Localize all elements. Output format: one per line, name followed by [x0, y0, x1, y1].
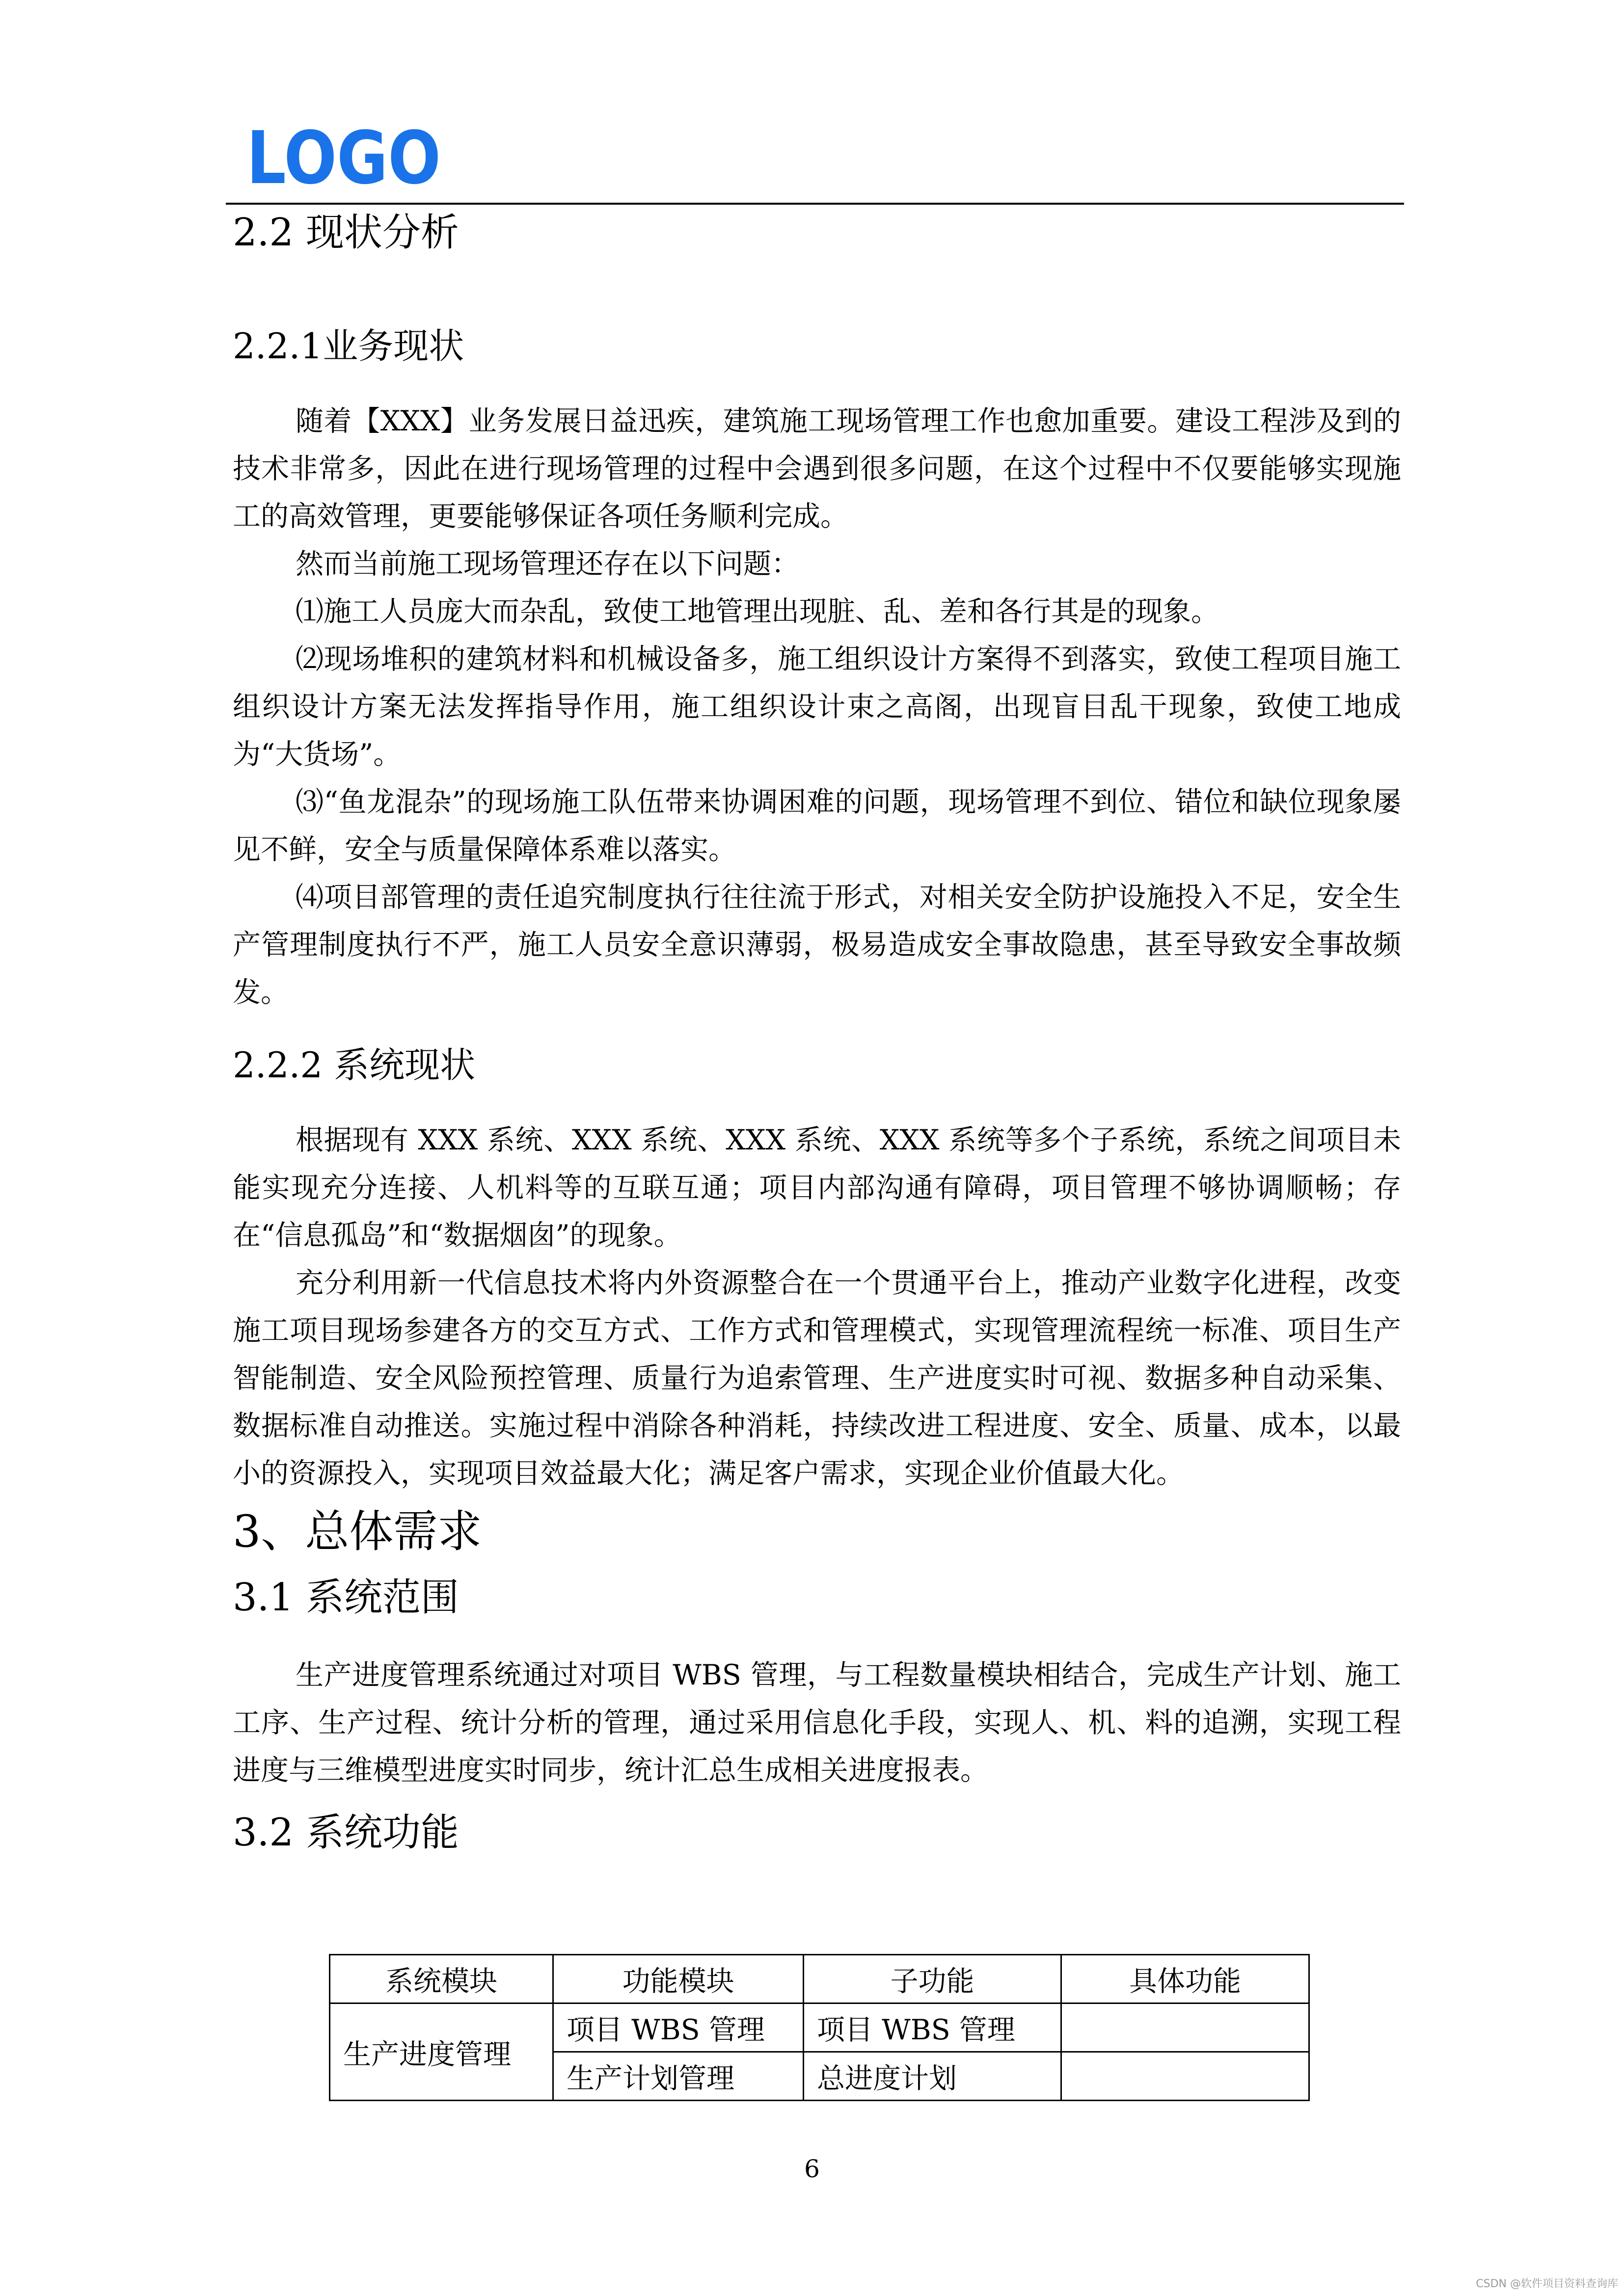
paragraph: 然而当前施工现场管理还存在以下问题： [296, 547, 799, 580]
logo-text: LOGO [246, 116, 441, 200]
table-header-row [330, 1955, 1309, 2003]
watermark: CSDN @软件项目资料查询库 [1476, 2278, 1618, 2290]
table-cell: 生产计划管理 [553, 2052, 804, 2101]
table-cell: 项目 WBS 管理 [804, 2003, 1061, 2052]
list-item: ⑵现场堆积的建筑材料和机械设备多，施工组织设计方案得不到落实，致使工程项目施工组织设计方案无法发挥指导作用，施工组织设计束之高阁，出现盲目乱干现象，致使工地成为“大货场”。 [233, 642, 1401, 771]
list-item: ⑴施工人员庞大而杂乱，致使工地管理出现脏、乱、差和各行其是的现象。 [296, 595, 1219, 628]
table-cell [1061, 2052, 1309, 2101]
list-item: ⑷项目部管理的责任追究制度执行往往流于形式，对相关安全防护设施投入不足，安全生产管理制度执行不严，施工人员安全意识薄弱，极易造成安全事故隐患，甚至导致安全事故频发。 [233, 881, 1401, 1009]
logo-graphic [246, 116, 443, 200]
logo [246, 116, 443, 200]
page-number: 6 [804, 2155, 820, 2183]
table-cell: 项目 WBS 管理 [553, 2003, 804, 2052]
section-heading-3: 3、总体需求 [233, 1506, 482, 1558]
section-heading-2-2-1: 2.2.1业务现状 [233, 325, 464, 367]
table-header-cell: 系统模块 [330, 1955, 553, 2003]
header-rule [226, 203, 1404, 205]
paragraph: 随着【XXX】业务发展日益迅疾，建筑施工现场管理工作也愈加重要。建设工程涉及到的技术非常多，因此在进行现场管理的过程中会遇到很多问题，在这个过程中不仅要能够实现施工的高效管理，更要能够保证各项任务顺利完成。 [233, 404, 1401, 533]
function-table [329, 1954, 1310, 2101]
table-header-cell: 具体功能 [1061, 1955, 1309, 2003]
table-cell: 总进度计划 [804, 2052, 1061, 2101]
table-header-cell: 功能模块 [553, 1955, 804, 2003]
section-heading-3-2: 3.2 系统功能 [233, 1810, 459, 1855]
paragraph: 生产进度管理系统通过对项目 WBS 管理，与工程数量模块相结合，完成生产计划、施工工序、生产过程、统计分析的管理，通过采用信息化手段，实现人、机、料的追溯，实现工程进度与三维模型进度实时同步，统计汇总生成相关进度报表。 [233, 1658, 1401, 1787]
list-item: ⑶“鱼龙混杂”的现场施工队伍带来协调困难的问题，现场管理不到位、错位和缺位现象屡见不鲜，安全与质量保障体系难以落实。 [233, 785, 1401, 866]
section-heading-2-2-2: 2.2.2 系统现状 [233, 1044, 476, 1086]
table-header-cell: 子功能 [804, 1955, 1061, 2003]
paragraph: 充分利用新一代信息技术将内外资源整合在一个贯通平台上，推动产业数字化进程，改变施工项目现场参建各方的交互方式、工作方式和管理模式，实现管理流程统一标准、项目生产智能制造、安全风险预控管理、质量行为追索管理、生产进度实时可视、数据多种自动采集、数据标准自动推送。实施过程中消除各种消耗，持续改进工程进度、安全、质量、成本，以最小的资源投入，实现项目效益最大化；满足客户需求，实现企业价值最大化。 [233, 1267, 1401, 1490]
paragraph: 根据现有 XXX 系统、XXX 系统、XXX 系统、XXX 系统等多个子系统，系统之间项目未能实现充分连接、人机料等的互联互通；项目内部沟通有障碍，项目管理不够协调顺畅；存在“信息孤岛”和“数据烟囱”的现象。 [233, 1124, 1401, 1252]
table-row [330, 2003, 1309, 2052]
section-heading-2-2: 2.2 现状分析 [233, 211, 459, 255]
document-body [233, 205, 1401, 1856]
table-cell [1061, 2003, 1309, 2052]
table-cell-system-module: 生产进度管理 [330, 2003, 553, 2101]
section-heading-3-1: 3.1 系统范围 [233, 1575, 459, 1620]
